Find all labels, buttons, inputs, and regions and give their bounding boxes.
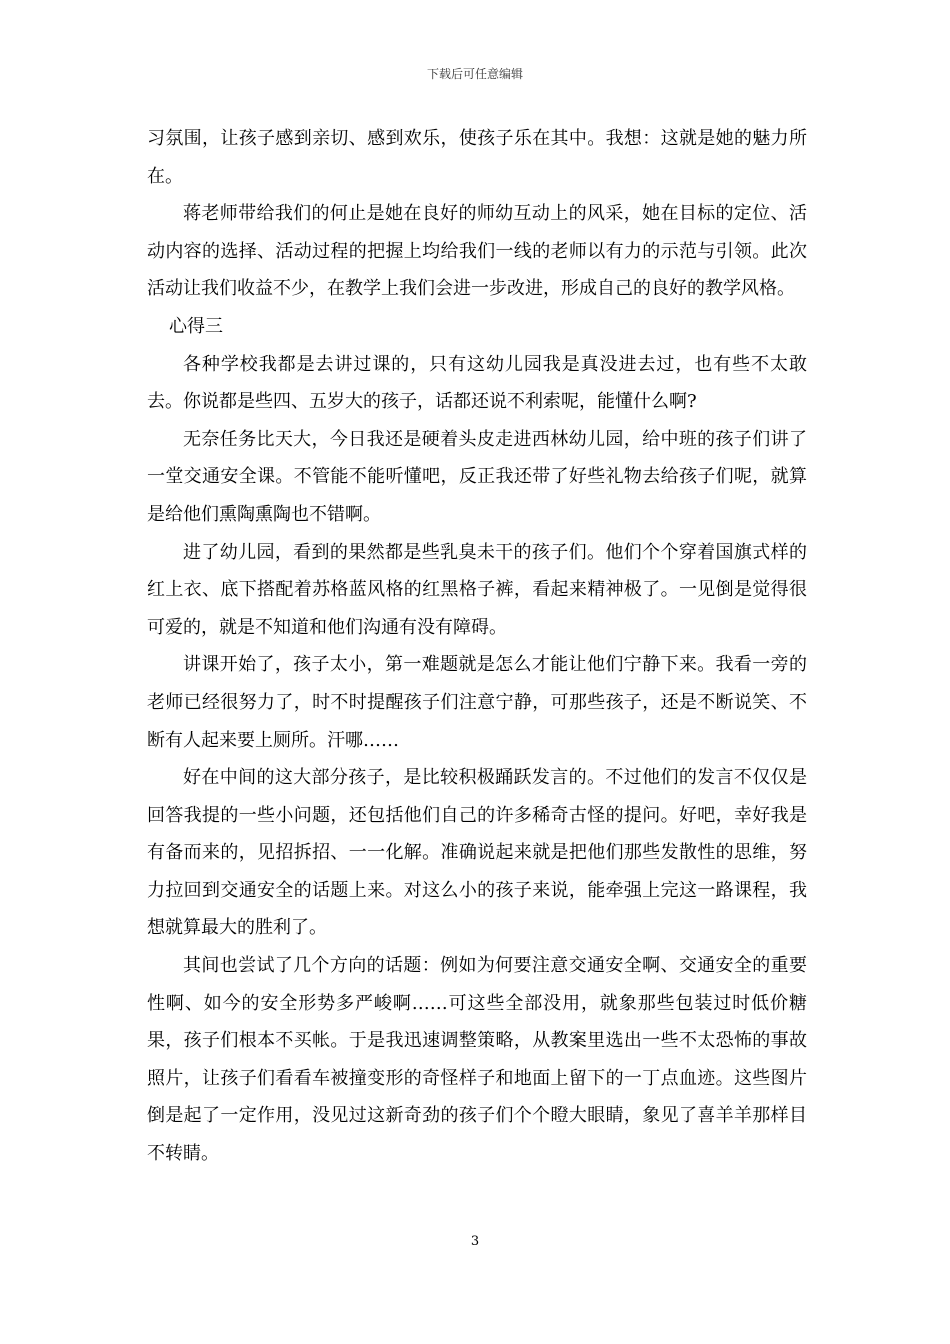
paragraph: 各种学校我都是去讲过课的，只有这幼儿园我是真没进去过，也有些不太敢去。你说都是些四、五岁大的孩子，话都还说不利索呢，能懂什么啊? [147, 353, 807, 413]
section-heading: 心得三 [169, 315, 223, 337]
paragraph: 其间也尝试了几个方向的话题：例如为何要注意交通安全啊、交通安全的重要性啊、如今的安全形势多严峻啊……可这些全部没用，就象那些包装过时低价糖果，孩子们根本不买帐。于是我迅速调整策略，从教案里选出一些不太恐怖的事故照片，让孩子们看看车被撞变形的奇怪样子和地面上留下的一丁点血迹。这些图片倒是起了一定作用，没见过这新奇劲的孩子们个个瞪大眼睛，象见了喜羊羊那样目不转睛。 [147, 955, 807, 1165]
paragraph: 蒋老师带给我们的何止是她在良好的师幼互动上的风采，她在目标的定位、活动内容的选择、活动过程的把握上均给我们一线的老师以有力的示范与引领。此次活动让我们收益不少，在教学上我们会进一步改进，形成自己的良好的教学风格。 [147, 203, 807, 300]
page-number: 3 [470, 1234, 480, 1249]
paragraph-continuation: 习氛围，让孩子感到亲切、感到欢乐，使孩子乐在其中。我想：这就是她的魅力所在。 [147, 128, 807, 187]
page-header: 下载后可任意编辑 [426, 67, 523, 81]
paragraph: 讲课开始了，孩子太小，第一难题就是怎么才能让他们宁静下来。我看一旁的老师已经很努力了，时不时提醒孩子们注意宁静，可那些孩子，还是不断说笑、不断有人起来要上厕所。汗哪…… [147, 654, 807, 751]
document-body [147, 120, 807, 1173]
paragraph: 无奈任务比天大，今日我还是硬着头皮走进西林幼儿园，给中班的孩子们讲了一堂交通安全课。不管能不能听懂吧，反正我还带了好些礼物去给孩子们呢，就算是给他们熏陶熏陶也不错啊。 [147, 428, 807, 525]
paragraph: 进了幼儿园，看到的果然都是些乳臭未干的孩子们。他们个个穿着国旗式样的红上衣、底下搭配着苏格蓝风格的红黑格子裤，看起来精神极了。一见倒是觉得很可爱的，就是不知道和他们沟通有没有障碍。 [147, 541, 807, 638]
paragraph: 好在中间的这大部分孩子，是比较积极踊跃发言的。不过他们的发言不仅仅是回答我提的一些小问题，还包括他们自己的许多稀奇古怪的提问。好吧，幸好我是有备而来的，见招拆招、一一化解。准确说起来就是把他们那些发散性的思维，努力拉回到交通安全的话题上来。对这么小的孩子来说，能牵强上完这一路课程，我想就算最大的胜利了。 [147, 767, 807, 939]
